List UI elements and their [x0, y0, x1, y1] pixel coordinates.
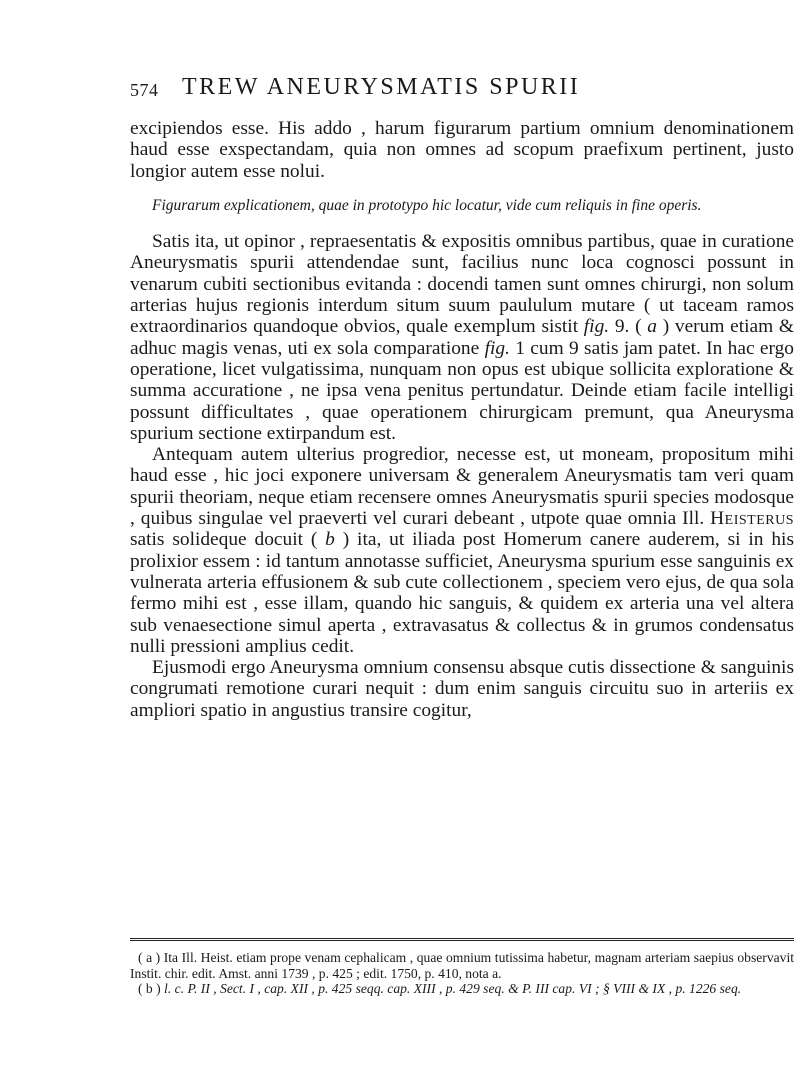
- fig-ref: fig.: [484, 337, 510, 359]
- footnote-a: ( a ) Ita Ill. Heist. etiam prope venam cephalicam , quae omnium tutissima habetur, magnam arteriam saepius observavit Instit. chir. edit. Amst. anni 1739 , p. 425 ; edit. 1750, p. 410, nota a.: [130, 950, 794, 981]
- fig-ref: fig.: [583, 316, 610, 338]
- paragraph-3: Antequam autem ulterius progredior, necesse est, ut moneam, propositum mihi haud esse , hic joci exponere universam & generalem Aneurysmatis tam veri quam spurii theoriam, neque etiam recensere omnes Aneurysmatis spurii species modosque , quibus singulae vel praeverti vel curari debeant , utpote quae omnia Ill. Heisterus satis solideque docuit ( b ) ita, ut iliada post Homerum canere auderem, si in his prolixior essem : id tantum annotasse sufficiet, Aneurysma spurium esse sanguinis ex vulnerata arteria effusionem & sub cute collectionem , speciem vero ejus, de qua sola fermo mihi est , esse illam, quando hic sanguis, & quidem ex arteria una vel altera sub venaesectione simul aperta , extravasatus & collectus & in grumos condensatus nulli pressioni amplius cedit.: [130, 444, 794, 657]
- footnote-ref-a[interactable]: a: [647, 316, 657, 338]
- running-head: [130, 74, 790, 108]
- figure-note: Figurarum explicationem, quae in prototypo hic locatur, vide cum reliquis in fine operis.: [152, 196, 702, 214]
- paragraph-4: Ejusmodi ergo Aneurysma omnium consensu absque cutis dissectione & sanguinis congrumati remotione curari nequit : dum enim sanguis circuitu suo in arteriis ex ampliori spatio in angustius transire cogitur,: [130, 657, 794, 721]
- footnotes: [130, 950, 794, 997]
- footnote-divider: [130, 938, 794, 941]
- footnote-ref-b[interactable]: b: [325, 529, 335, 551]
- page-number: 574: [130, 80, 159, 100]
- running-title: TREW ANEURYSMATIS SPURII: [182, 74, 581, 100]
- main-text: [130, 118, 794, 721]
- paragraph-2: Satis ita, ut opinor , repraesentatis & expositis omnibus partibus, quae in curatione Aneurysmatis spurii attendendae sunt, facilius nunc loca cognosci possunt in venarum cubiti sectionibus evitanda : docendi tamen sunt omnes chirurgi, non solum arterias hujus regionis interdum situm suum paululum mutare ( ut taceam ramos extraordinarios quandoque obvios, quale exemplum sistit fig. 9. ( a ) verum etiam & adhuc magis venas, uti ex sola comparatione fig. 1 cum 9 satis jam patet. In hac ergo operatione, licet vulgatissima, nunquam non opus est ubique sollicita exploratione & summa accuratione , ne ipsa vena penitus pertundatur. Deinde etiam facile intelligi possunt difficultates , quae operationem chirurgicam premunt, qua Aneurysma spurium sectione extirpandum est.: [130, 231, 795, 444]
- footnote-b: ( b ) l. c. P. II , Sect. I , cap. XII , p. 425 seqq. cap. XIII , p. 429 seq. & P. III cap. VI ; § VIII & IX , p. 1226 seq.: [138, 981, 742, 997]
- author-name: Heisterus: [710, 508, 794, 530]
- paragraph-1: excipiendos esse. His addo , harum figurarum partium omnium denominationem haud esse exspectandam, quia non omnes ad scopum praefixum pertinent, justo longior autem esse nolui.: [130, 118, 794, 182]
